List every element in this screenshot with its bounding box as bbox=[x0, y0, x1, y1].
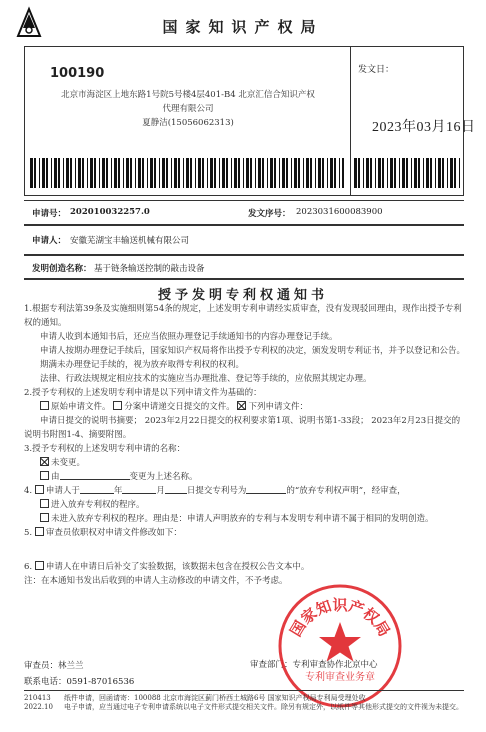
checkbox-original-docs bbox=[40, 401, 49, 410]
dispatch-date-label: 发文日： bbox=[358, 65, 395, 75]
examiner-name: 审查员：林兰兰 bbox=[24, 661, 84, 671]
footnote-line-2 bbox=[24, 703, 464, 712]
official-seal bbox=[274, 580, 406, 712]
examination-department: 审查部门：专利审查协作北京中心 bbox=[250, 660, 378, 670]
footnote bbox=[24, 694, 464, 712]
option-following-docs: 下列申请文件： bbox=[248, 402, 308, 412]
box-divider bbox=[350, 46, 351, 196]
mail-address-note: 纸件申请，回函请寄：100088 北京市海淀区蓟门桥西土城路6号 国家知识产权局专利局受理处收 bbox=[64, 694, 366, 702]
footer-divider bbox=[24, 690, 464, 691]
clause-4-option-2 bbox=[24, 512, 468, 526]
examiner-phone: 联系电话：0591-87016536 bbox=[24, 677, 135, 687]
barcode-secondary-icon bbox=[354, 158, 460, 188]
abandon-month: 月 bbox=[156, 486, 165, 496]
abandon-text-b: 日提交专利号为 bbox=[186, 486, 247, 496]
applicant-name: 安徽芜湖宝丰输送机械有限公司 bbox=[70, 236, 190, 246]
abandon-text-a: 申请人于 bbox=[45, 486, 80, 496]
option-not-enter-abandon: 未进入放弃专利权的程序。理由是：申请人声明放弃的专利与本发明专利申请不属于相同的发明创造。 bbox=[51, 514, 434, 524]
abandon-text-c: 的“放弃专利权声明”，经审查， bbox=[286, 486, 406, 496]
checkbox-following-docs-checked bbox=[237, 401, 246, 410]
name-change-to: 变更为上述名称。 bbox=[129, 472, 198, 482]
experiment-data-text: 申请人在申请日后补交了实验数据，该数据未包含在授权公告文本中。 bbox=[45, 562, 310, 572]
clause-2-detail: 申请日提交的说明书摘要； 2023年2月22日提交的权利要求第1项、说明书第1-33段； 2023年2月23日提交的说明书附图1-4、摘要附图。 bbox=[24, 416, 461, 440]
checkbox-unchanged-checked bbox=[40, 457, 49, 466]
notice-title: 授予发明专利权通知书 bbox=[157, 288, 328, 303]
checkbox-name-changed bbox=[40, 471, 49, 480]
option-unchanged: 未变更。 bbox=[51, 458, 86, 468]
clause-2: 2.授予专利权的上述发明专利申请是以下列申请文件为基础的： bbox=[24, 388, 262, 398]
examiner-amend-text: 审查员依职权对申请文件修改如下： bbox=[45, 528, 182, 538]
seal-inner-text: 专利审查业务章 bbox=[305, 672, 375, 683]
clause-6-number: 6. bbox=[24, 562, 33, 572]
app-number-row bbox=[24, 200, 464, 222]
serial-label: 发文序号： bbox=[248, 209, 291, 219]
serial-number: 2023031600083900 bbox=[296, 207, 383, 217]
checkbox-abandon bbox=[35, 485, 44, 494]
office-title: 国家知识产权局 bbox=[162, 18, 324, 36]
form-code: 210413 bbox=[24, 694, 51, 702]
name-change-from: 由 bbox=[51, 472, 60, 482]
checkbox-experiment-data bbox=[35, 561, 44, 570]
footnote-line-1 bbox=[24, 694, 464, 703]
seal-outer-text: 国家知识产权局 bbox=[286, 596, 394, 640]
app-number-label: 申请号： bbox=[32, 209, 67, 219]
blank-year bbox=[80, 484, 114, 494]
blank-old-name bbox=[60, 470, 130, 480]
postcode: 100190 bbox=[50, 66, 105, 81]
dispatch-date: 2023年03月16日 bbox=[372, 120, 476, 135]
applicant-row bbox=[24, 224, 464, 252]
app-number: 202010032257.0 bbox=[70, 207, 150, 217]
option-enter-abandon: 进入放弃专利权的程序。 bbox=[51, 500, 145, 510]
checkbox-divisional-docs bbox=[113, 401, 122, 410]
invention-label: 发明创造名称： bbox=[32, 264, 92, 274]
clause-4-number: 4. bbox=[24, 486, 33, 496]
checkbox-not-enter-abandon bbox=[40, 513, 49, 522]
barcode-icon bbox=[30, 158, 344, 188]
clause-1b: 申请人按期办理登记手续后，国家知识产权局将作出授予专利权的决定，颁发发明专利证书，并予以登记和公告。 bbox=[40, 346, 466, 356]
clause-6 bbox=[24, 560, 468, 574]
clause-4-option-1 bbox=[24, 498, 468, 512]
checkbox-enter-abandon bbox=[40, 499, 49, 508]
clause-1c: 期满未办理登记手续的，视为放弃取得专利权的权利。 bbox=[40, 360, 245, 370]
clause-5-number: 5. bbox=[24, 528, 33, 538]
address-line: 北京市海淀区上地东路1号院5号楼4层401-B4 北京汇信合知识产权 bbox=[61, 90, 315, 100]
agency-line: 代理有限公司 bbox=[162, 104, 214, 114]
clause-4 bbox=[24, 484, 468, 498]
clause-1: 1.根据专利法第39条及实施细则第54条的规定，上述发明专利申请经实质审查，没有发现驳回理由，现作出授予专利权的通知。 bbox=[24, 304, 462, 328]
clause-3: 3.授予专利权的上述发明专利申请的名称： bbox=[24, 444, 186, 454]
blank-month bbox=[122, 484, 156, 494]
examiner-info bbox=[24, 658, 134, 690]
invention-row bbox=[24, 254, 464, 280]
electronic-filing-note: 电子申请，应当通过电子专利申请系统以电子文件形式提交相关文件。除另有规定外，以纸件等其他形式提交的文件视为未提交。 bbox=[64, 703, 463, 711]
option-divisional-docs: 分案申请递交日提交的文件。 bbox=[124, 402, 235, 412]
clause-5 bbox=[24, 526, 468, 540]
clause-1a: 申请人收到本通知书后，还应当依照办理登记手续通知书的内容办理登记手续。 bbox=[40, 332, 338, 342]
note: 注：在本通知书发出后收到的申请人主动修改的申请文件，不予考虑。 bbox=[24, 576, 288, 586]
blank-patent-number bbox=[246, 484, 286, 494]
recipient-address bbox=[30, 88, 346, 130]
clause-3-option-1 bbox=[24, 456, 468, 470]
notice-body bbox=[24, 302, 468, 588]
invention-name: 基于链条输送控制的敲击设备 bbox=[94, 264, 205, 274]
clause-2-options bbox=[24, 400, 468, 414]
recipient-line: 夏静洁(15056062313) bbox=[142, 118, 234, 128]
clause-1d: 法律、行政法规规定相应技术的实施应当办理批准、登记等手续的，应依照其规定办理。 bbox=[40, 374, 372, 384]
form-version: 2022.10 bbox=[24, 703, 53, 711]
clause-3-option-2 bbox=[24, 470, 468, 484]
checkbox-examiner-amend bbox=[35, 527, 44, 536]
seal-star-icon bbox=[319, 622, 361, 662]
blank-day bbox=[165, 484, 187, 494]
applicant-label: 申请人： bbox=[32, 236, 67, 246]
option-original-docs: 原始申请文件。 bbox=[51, 402, 111, 412]
abandon-year: 年 bbox=[113, 486, 123, 496]
